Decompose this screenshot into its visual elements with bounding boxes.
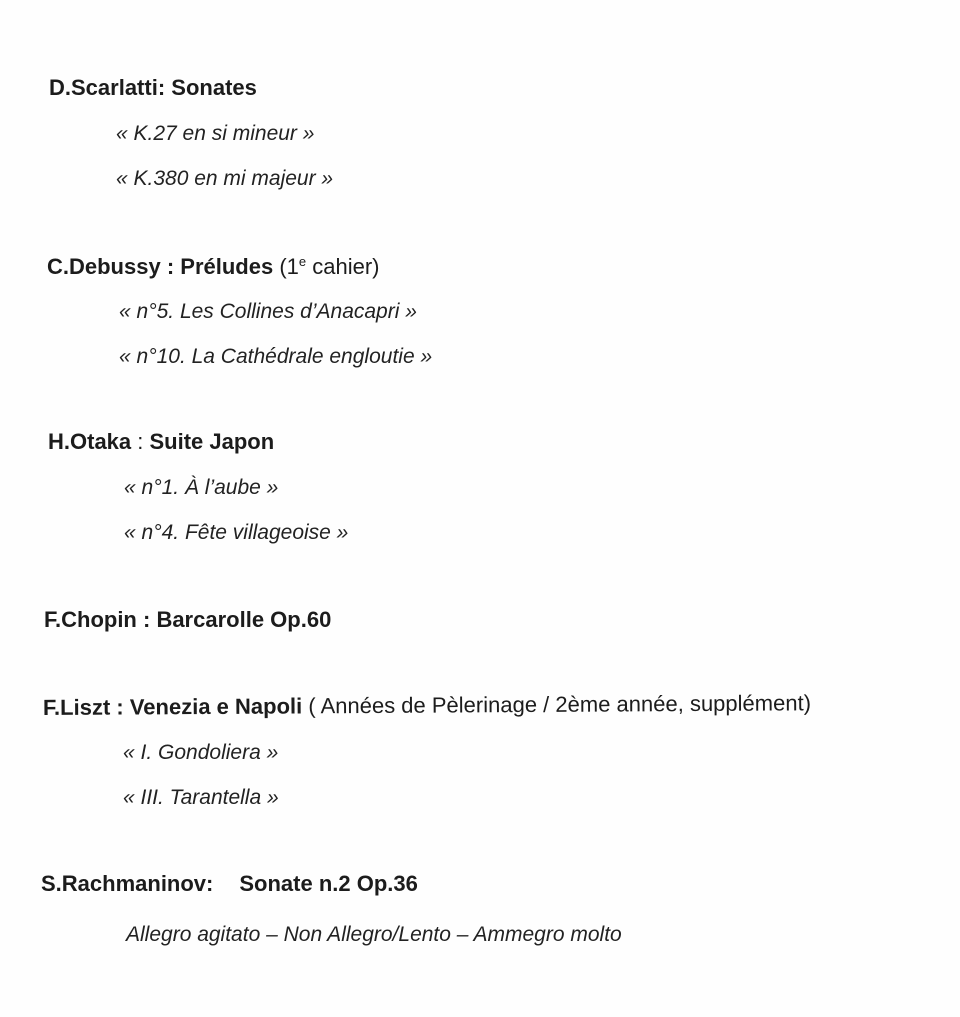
work-title: Venezia e Napoli — [129, 693, 303, 720]
work-note-suffix: cahier) — [306, 254, 380, 279]
composer-separator: : — [136, 607, 157, 632]
work-title: Préludes — [180, 254, 274, 279]
composer-name: D.Scarlatti — [49, 75, 158, 100]
program-entry-heading — [49, 75, 257, 101]
work-note-superscript: e — [298, 254, 307, 269]
work-title: Sonates — [171, 75, 257, 100]
composer-name: C.Debussy — [47, 254, 161, 279]
program-entry-heading — [41, 871, 418, 897]
program-entry-heading — [43, 690, 811, 721]
work-note — [273, 254, 379, 279]
work-title: Suite Japon — [149, 429, 275, 454]
movement-item: « K.380 en mi majeur » — [116, 167, 334, 190]
program-entry-heading — [47, 254, 380, 280]
movement-item: « III. Tarantella » — [123, 786, 279, 809]
work-title: Sonate n.2 Op.36 — [239, 871, 418, 896]
movement-item: « n°4. Fête villageoise » — [124, 521, 349, 544]
composer-name: S.Rachmaninov: — [41, 871, 214, 896]
movement-item: « n°1. À l’aube » — [124, 476, 279, 499]
composer-name: F.Chopin — [44, 607, 137, 632]
work-note: ( Années de Pèlerinage / 2ème année, supplément) — [302, 690, 812, 719]
composer-separator: : — [160, 254, 181, 279]
program-entry-heading — [48, 429, 274, 455]
composer-name: H.Otaka — [48, 429, 132, 454]
work-title: Barcarolle Op.60 — [156, 607, 332, 632]
movement-item: « n°5. Les Collines d’Anacapri » — [119, 300, 417, 323]
work-note-prefix: (1 — [273, 254, 299, 279]
program-entry-heading — [44, 607, 331, 633]
movement-item: « I. Gondoliera » — [123, 741, 279, 764]
composer-separator: : — [110, 694, 130, 720]
movement-list: Allegro agitato – Non Allegro/Lento – Ammegro molto — [126, 923, 622, 946]
composer-separator: : — [157, 75, 172, 100]
movement-item: « K.27 en si mineur » — [116, 122, 315, 145]
movement-item: « n°10. La Cathédrale engloutie » — [119, 345, 433, 368]
composer-name: F.Liszt — [42, 694, 111, 720]
composer-separator: : — [131, 429, 150, 454]
